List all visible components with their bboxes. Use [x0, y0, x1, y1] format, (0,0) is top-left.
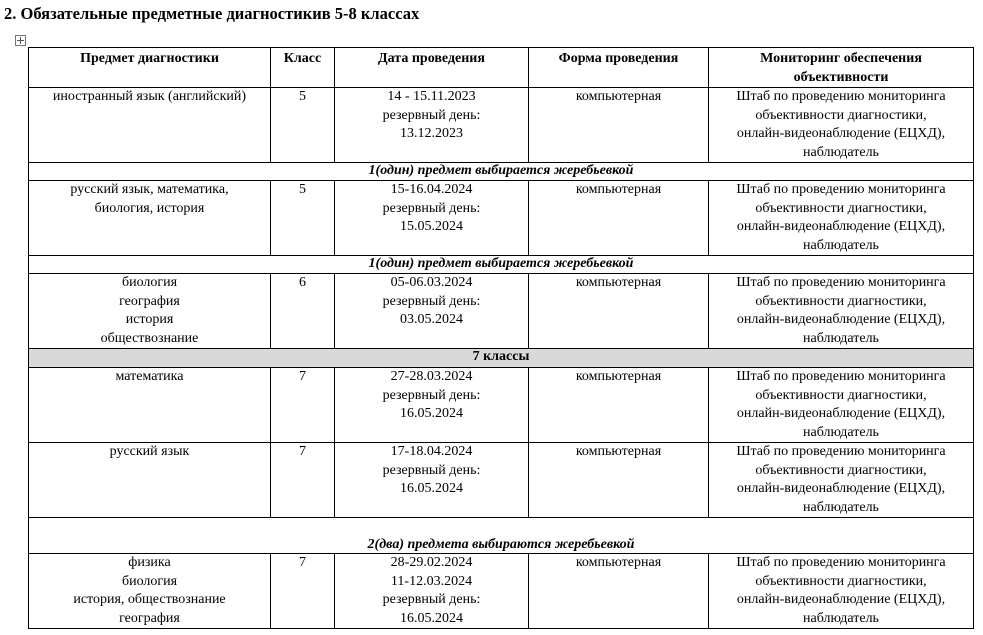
monitoring-cell: Штаб по проведению мониторинга объективности диагностики, онлайн-видеонаблюдение (ЕЦХД), наблюдатель	[709, 88, 974, 163]
grade-cell: 6	[271, 274, 335, 349]
subject-cell: математика	[29, 368, 271, 443]
grade-section-label: 7 классы	[29, 349, 974, 368]
grade-cell: 7	[271, 443, 335, 518]
table-row	[29, 274, 974, 349]
table-row	[29, 554, 974, 629]
lottery-note: 1(один) предмет выбирается жеребьевкой	[29, 163, 974, 181]
diagnostics-table	[28, 47, 974, 629]
monitoring-cell: Штаб по проведению мониторинга объективности диагностики, онлайн-видеонаблюдение (ЕЦХД), наблюдатель	[709, 443, 974, 518]
grade-cell: 7	[271, 368, 335, 443]
header-form: Форма проведения	[529, 48, 709, 88]
subject-cell: русский язык	[29, 443, 271, 518]
lottery-note: 1(один) предмет выбирается жеребьевкой	[29, 256, 974, 274]
monitoring-cell: Штаб по проведению мониторинга объективности диагностики, онлайн-видеонаблюдение (ЕЦХД), наблюдатель	[709, 274, 974, 349]
grade-section-row	[29, 349, 974, 368]
subject-cell: русский язык, математика, биология, история	[29, 181, 271, 256]
table-row	[29, 443, 974, 518]
date-cell: 05-06.03.2024 резервный день: 03.05.2024	[335, 274, 529, 349]
form-cell: компьютерная	[529, 274, 709, 349]
monitoring-cell: Штаб по проведению мониторинга объективности диагностики, онлайн-видеонаблюдение (ЕЦХД), наблюдатель	[709, 181, 974, 256]
table-row	[29, 368, 974, 443]
date-cell: 15-16.04.2024 резервный день: 15.05.2024	[335, 181, 529, 256]
grade-cell: 5	[271, 88, 335, 163]
table-row	[29, 88, 974, 163]
header-grade: Класс	[271, 48, 335, 88]
table-row	[29, 181, 974, 256]
monitoring-cell: Штаб по проведению мониторинга объективности диагностики, онлайн-видеонаблюдение (ЕЦХД), наблюдатель	[709, 554, 974, 629]
table-move-handle-icon[interactable]	[15, 35, 26, 46]
form-cell: компьютерная	[529, 181, 709, 256]
lottery-note-row	[29, 256, 974, 274]
form-cell: компьютерная	[529, 443, 709, 518]
monitoring-cell: Штаб по проведению мониторинга объективности диагностики, онлайн-видеонаблюдение (ЕЦХД), наблюдатель	[709, 368, 974, 443]
lottery-note-row	[29, 518, 974, 554]
date-cell: 28-29.02.2024 11-12.03.2024 резервный день: 16.05.2024	[335, 554, 529, 629]
header-subject: Предмет диагностики	[29, 48, 271, 88]
date-cell: 14 - 15.11.2023 резервный день: 13.12.2023	[335, 88, 529, 163]
subject-cell: иностранный язык (английский)	[29, 88, 271, 163]
section-heading: 2. Обязательные предметные диагностикив 5-8 классах	[4, 4, 420, 23]
lottery-note-row	[29, 163, 974, 181]
form-cell: компьютерная	[529, 554, 709, 629]
header-monitoring: Мониторинг обеспечения объективности	[709, 48, 974, 88]
header-date: Дата проведения	[335, 48, 529, 88]
grade-cell: 5	[271, 181, 335, 256]
date-cell: 17-18.04.2024 резервный день: 16.05.2024	[335, 443, 529, 518]
date-cell: 27-28.03.2024 резервный день: 16.05.2024	[335, 368, 529, 443]
form-cell: компьютерная	[529, 368, 709, 443]
form-cell: компьютерная	[529, 88, 709, 163]
table-header-row	[29, 48, 974, 88]
grade-cell: 7	[271, 554, 335, 629]
subject-cell: биология география история обществознание	[29, 274, 271, 349]
lottery-note: 2(два) предмета выбираются жеребьевкой	[29, 518, 974, 554]
subject-cell: физика биология история, обществознание география	[29, 554, 271, 629]
